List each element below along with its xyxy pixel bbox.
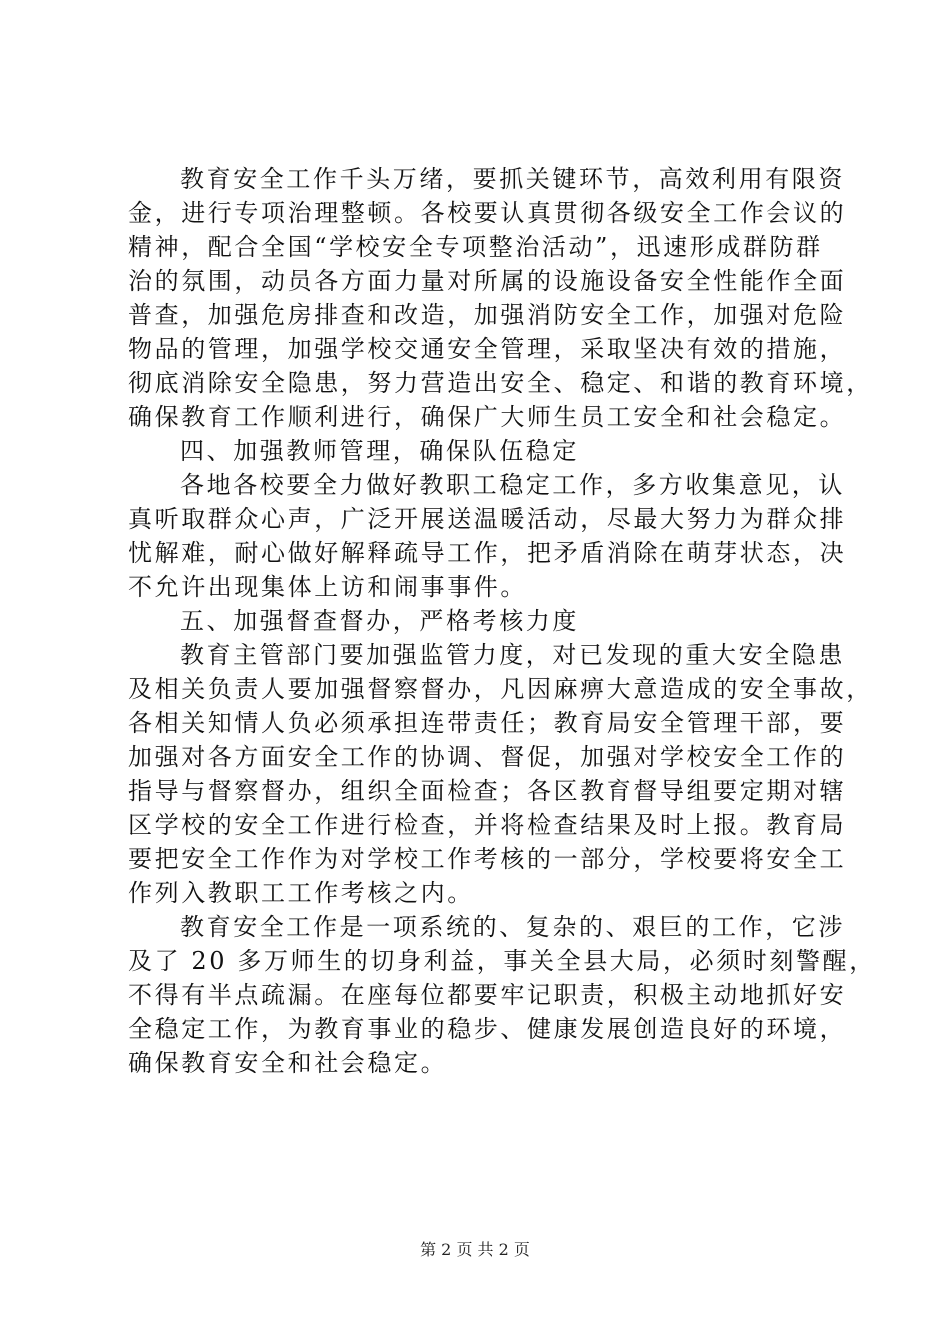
text-line: 不得有半点疏漏。在座每位都要牢记职责，积极主动地抓好安 [128,981,847,1009]
text-line: 普查，加强危房排查和改造，加强消防安全工作，加强对危险 [128,301,847,329]
text-line: 指导与督察督办，组织全面检查；各区教育督导组要定期对辖 [128,777,847,805]
text-line: 教育安全工作千头万绪，要抓关键环节，高效利用有限资 [180,165,845,193]
text-line: 各地各校要全力做好教职工稳定工作，多方收集意见，认 [180,471,845,499]
text-line: 教育安全工作是一项系统的、复杂的、艰巨的工作，它涉 [180,913,845,941]
text-line: 五、加强督查督办，严格考核力度 [180,607,579,635]
text-line: 物品的管理，加强学校交通安全管理，采取坚决有效的措施， [128,335,847,363]
text-line: 忧解难，耐心做好解释疏导工作，把矛盾消除在萌芽状态，决 [128,539,847,567]
page-footer: 第 2 页 共 2 页 [420,1240,530,1259]
text-line: 精神，配合全国“学校安全专项整治活动”，迅速形成群防群 [128,233,823,261]
text-line: 作列入教职工工作考核之内。 [128,879,474,907]
text-line: 确保教育工作顺利进行，确保广大师生员工安全和社会稳定。 [128,403,847,431]
document-body [128,162,876,1080]
text-line: 及了 20 多万师生的切身利益，事关全县大局，必须时刻警醒， [128,947,876,975]
text-line: 全稳定工作，为教育事业的稳步、健康发展创造良好的环境， [128,1015,847,1043]
text-line: 各相关知情人负必须承担连带责任；教育局安全管理干部，要 [128,709,847,737]
text-line: 金，进行专项治理整顿。各校要认真贯彻各级安全工作会议的 [128,199,847,227]
text-line: 彻底消除安全隐患，努力营造出安全、稳定、和谐的教育环境， [128,369,873,397]
text-line: 及相关负责人要加强督察督办，凡因麻痹大意造成的安全事故， [128,675,873,703]
text-line: 教育主管部门要加强监管力度，对已发现的重大安全隐患 [180,641,845,669]
text-line: 四、加强教师管理，确保队伍稳定 [180,437,579,465]
text-line: 治的氛围，动员各方面力量对所属的设施设备安全性能作全面 [128,267,847,295]
text-line: 确保教育安全和社会稳定。 [128,1049,448,1077]
text-line: 区学校的安全工作进行检查，并将检查结果及时上报。教育局 [128,811,847,839]
text-line: 加强对各方面安全工作的协调、督促，加强对学校安全工作的 [128,743,847,771]
text-line: 要把安全工作作为对学校工作考核的一部分，学校要将安全工 [128,845,847,873]
text-line: 不允许出现集体上访和闹事事件。 [128,573,527,601]
text-line: 真听取群众心声，广泛开展送温暖活动，尽最大努力为群众排 [128,505,847,533]
